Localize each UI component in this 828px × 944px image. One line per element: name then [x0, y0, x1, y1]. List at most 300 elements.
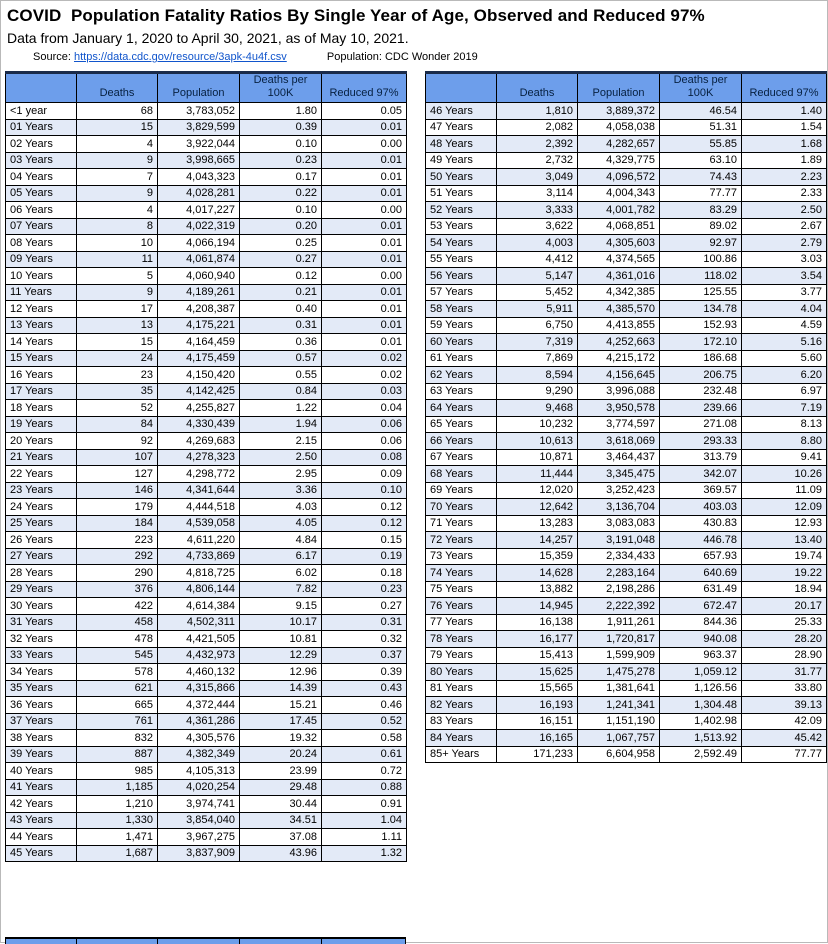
deaths-per-100k-cell: 0.10	[240, 202, 322, 219]
deaths-cell: 15,625	[497, 664, 578, 681]
reduced-97-cell: 8.13	[742, 416, 827, 433]
population-cell: 4,282,657	[578, 136, 660, 153]
population-cell: 3,996,088	[578, 383, 660, 400]
population-cell: 4,150,420	[158, 367, 240, 384]
table-row	[426, 268, 827, 285]
population-cell: 1,381,641	[578, 680, 660, 697]
population-cell: 4,156,645	[578, 367, 660, 384]
reduced-97-cell: 10.26	[742, 466, 827, 483]
reduced-97-cell: 1.68	[742, 136, 827, 153]
reduced-97-cell: 0.27	[322, 598, 407, 615]
age-cell: 51 Years	[426, 185, 497, 202]
reduced-97-cell: 0.37	[322, 647, 407, 664]
reduced-97-cell: 6.97	[742, 383, 827, 400]
age-cell: 80 Years	[426, 664, 497, 681]
deaths-cell: 16,193	[497, 697, 578, 714]
age-cell: 17 Years	[6, 383, 77, 400]
deaths-cell: 1,210	[77, 796, 158, 813]
table-row	[426, 202, 827, 219]
deaths-cell: 4	[77, 136, 158, 153]
age-cell: 56 Years	[426, 268, 497, 285]
deaths-cell: 985	[77, 763, 158, 780]
deaths-cell: 16,151	[497, 713, 578, 730]
reduced-97-cell: 2.79	[742, 235, 827, 252]
table-row	[6, 499, 407, 516]
deaths-cell: 15	[77, 334, 158, 351]
deaths-per-100k-cell: 100.86	[660, 251, 742, 268]
table-row	[6, 383, 407, 400]
deaths-cell: 11	[77, 251, 158, 268]
population-cell: 4,022,319	[158, 218, 240, 235]
table-row	[6, 367, 407, 384]
table-row	[6, 515, 407, 532]
age-cell: 61 Years	[426, 350, 497, 367]
reduced-97-cell: 1.04	[322, 812, 407, 829]
population-cell: 4,164,459	[158, 334, 240, 351]
deaths-per-100k-cell: 0.40	[240, 301, 322, 318]
table-header	[426, 73, 827, 103]
age-cell: 55 Years	[426, 251, 497, 268]
age-cell: 04 Years	[6, 169, 77, 186]
column-header: Deaths	[77, 73, 158, 103]
source-link[interactable]: https://data.cdc.gov/resource/3apk-4u4f.csv	[73, 51, 287, 63]
source-label: Source:	[33, 51, 71, 63]
column-header: Reduced 97%	[742, 73, 827, 103]
table-row	[426, 482, 827, 499]
population-cell: 2,198,286	[578, 581, 660, 598]
deaths-per-100k-cell: 1.22	[240, 400, 322, 417]
reduced-97-cell: 2.33	[742, 185, 827, 202]
deaths-per-100k-cell: 232.48	[660, 383, 742, 400]
deaths-per-100k-cell: 0.21	[240, 284, 322, 301]
deaths-cell: 2,732	[497, 152, 578, 169]
deaths-per-100k-cell: 15.21	[240, 697, 322, 714]
reduced-97-cell: 3.03	[742, 251, 827, 268]
age-cell: 13 Years	[6, 317, 77, 334]
reduced-97-cell: 0.31	[322, 614, 407, 631]
deaths-cell: 84	[77, 416, 158, 433]
population-cell: 4,539,058	[158, 515, 240, 532]
deaths-per-100k-cell: 293.33	[660, 433, 742, 450]
deaths-per-100k-cell: 17.45	[240, 713, 322, 730]
reduced-97-cell: 7.19	[742, 400, 827, 417]
table-row	[6, 334, 407, 351]
age-cell: 33 Years	[6, 647, 77, 664]
deaths-per-100k-cell: 1.80	[240, 103, 322, 120]
reduced-97-cell: 39.13	[742, 697, 827, 714]
deaths-per-100k-cell: 0.39	[240, 119, 322, 136]
population-cell: 4,096,572	[578, 169, 660, 186]
reduced-97-cell: 0.05	[322, 103, 407, 120]
reduced-97-cell: 28.20	[742, 631, 827, 648]
reduced-97-cell: 25.33	[742, 614, 827, 631]
population-cell: 4,189,261	[158, 284, 240, 301]
table-row	[426, 746, 827, 763]
deaths-per-100k-cell: 0.84	[240, 383, 322, 400]
table-row	[426, 664, 827, 681]
deaths-per-100k-cell: 206.75	[660, 367, 742, 384]
deaths-cell: 10,613	[497, 433, 578, 450]
age-cell: 67 Years	[426, 449, 497, 466]
deaths-per-100k-cell: 152.93	[660, 317, 742, 334]
population-cell: 4,066,194	[158, 235, 240, 252]
table-row	[426, 251, 827, 268]
deaths-cell: 545	[77, 647, 158, 664]
column-header: Population	[158, 73, 240, 103]
deaths-cell: 16,177	[497, 631, 578, 648]
table-row	[426, 317, 827, 334]
deaths-per-100k-cell: 23.99	[240, 763, 322, 780]
deaths-per-100k-cell: 446.78	[660, 532, 742, 549]
table-row	[6, 548, 407, 565]
population-cell: 4,278,323	[158, 449, 240, 466]
reduced-97-cell: 0.91	[322, 796, 407, 813]
population-cell: 4,175,459	[158, 350, 240, 367]
age-cell: 82 Years	[426, 697, 497, 714]
age-cell: 24 Years	[6, 499, 77, 516]
population-cell: 4,361,286	[158, 713, 240, 730]
table-body	[6, 103, 407, 862]
population-cell: 4,105,313	[158, 763, 240, 780]
population-cell: 4,298,772	[158, 466, 240, 483]
deaths-cell: 16,165	[497, 730, 578, 747]
table-row	[426, 499, 827, 516]
deaths-cell: 13,283	[497, 515, 578, 532]
population-cell: 3,783,052	[158, 103, 240, 120]
deaths-cell: 422	[77, 598, 158, 615]
age-cell: 12 Years	[6, 301, 77, 318]
table-row	[6, 796, 407, 813]
population-cell: 3,083,083	[578, 515, 660, 532]
age-cell: 31 Years	[6, 614, 77, 631]
population-cell: 1,067,757	[578, 730, 660, 747]
deaths-cell: 10	[77, 235, 158, 252]
deaths-per-100k-cell: 3.36	[240, 482, 322, 499]
age-cell: 81 Years	[426, 680, 497, 697]
deaths-per-100k-cell: 34.51	[240, 812, 322, 829]
reduced-97-cell: 0.72	[322, 763, 407, 780]
age-cell: <1 year	[6, 103, 77, 120]
deaths-cell: 3,622	[497, 218, 578, 235]
reduced-97-cell: 45.42	[742, 730, 827, 747]
age-cell: 79 Years	[426, 647, 497, 664]
reduced-97-cell: 12.93	[742, 515, 827, 532]
deaths-per-100k-cell: 172.10	[660, 334, 742, 351]
population-cell: 3,774,597	[578, 416, 660, 433]
age-cell: 14 Years	[6, 334, 77, 351]
reduced-97-cell: 31.77	[742, 664, 827, 681]
deaths-cell: 887	[77, 746, 158, 763]
reduced-97-cell: 20.17	[742, 598, 827, 615]
reduced-97-cell: 0.06	[322, 433, 407, 450]
deaths-per-100k-cell: 118.02	[660, 268, 742, 285]
population-cell: 4,001,782	[578, 202, 660, 219]
deaths-per-100k-cell: 239.66	[660, 400, 742, 417]
reduced-97-cell: 0.01	[322, 334, 407, 351]
population-cell: 4,269,683	[158, 433, 240, 450]
deaths-per-100k-cell: 1,304.48	[660, 697, 742, 714]
deaths-per-100k-cell: 2.50	[240, 449, 322, 466]
age-cell: 27 Years	[6, 548, 77, 565]
age-cell: 37 Years	[6, 713, 77, 730]
age-cell: 66 Years	[426, 433, 497, 450]
population-cell: 1,911,261	[578, 614, 660, 631]
age-cell: 60 Years	[426, 334, 497, 351]
age-cell: 38 Years	[6, 730, 77, 747]
deaths-cell: 3,049	[497, 169, 578, 186]
reduced-97-cell: 33.80	[742, 680, 827, 697]
page-subtitle: Data from January 1, 2020 to April 30, 2021, as of May 10, 2021.	[7, 30, 409, 46]
age-cell: 40 Years	[6, 763, 77, 780]
population-cell: 4,372,444	[158, 697, 240, 714]
population-cell: 3,829,599	[158, 119, 240, 136]
table-row	[426, 152, 827, 169]
population-cell: 3,191,048	[578, 532, 660, 549]
age-cell: 76 Years	[426, 598, 497, 615]
fatality-table-ages-0-45	[5, 71, 407, 862]
deaths-per-100k-cell: 51.31	[660, 119, 742, 136]
deaths-per-100k-cell: 640.69	[660, 565, 742, 582]
population-cell: 1,475,278	[578, 664, 660, 681]
age-cell: 06 Years	[6, 202, 77, 219]
deaths-cell: 24	[77, 350, 158, 367]
reduced-97-cell: 1.40	[742, 103, 827, 120]
table-row	[426, 103, 827, 120]
reduced-97-cell: 1.32	[322, 845, 407, 862]
table-row	[426, 119, 827, 136]
age-cell: 47 Years	[426, 119, 497, 136]
table-row	[426, 284, 827, 301]
age-cell: 08 Years	[6, 235, 77, 252]
deaths-per-100k-cell: 631.49	[660, 581, 742, 598]
age-cell: 09 Years	[6, 251, 77, 268]
deaths-cell: 5	[77, 268, 158, 285]
deaths-cell: 1,471	[77, 829, 158, 846]
age-cell: 49 Years	[426, 152, 497, 169]
deaths-cell: 3,114	[497, 185, 578, 202]
deaths-per-100k-cell: 37.08	[240, 829, 322, 846]
population-cell: 3,854,040	[158, 812, 240, 829]
deaths-per-100k-cell: 125.55	[660, 284, 742, 301]
column-header: Deaths per 100K	[240, 73, 322, 103]
age-cell: 20 Years	[6, 433, 77, 450]
reduced-97-cell: 0.58	[322, 730, 407, 747]
table-row	[6, 598, 407, 615]
table-row	[426, 235, 827, 252]
table-row	[6, 301, 407, 318]
deaths-cell: 16,138	[497, 614, 578, 631]
reduced-97-cell: 2.23	[742, 169, 827, 186]
population-cell: 2,222,392	[578, 598, 660, 615]
table-row	[6, 400, 407, 417]
table-row	[6, 251, 407, 268]
column-header: Deaths per 100K	[660, 73, 742, 103]
deaths-cell: 14,628	[497, 565, 578, 582]
reduced-97-cell: 28.90	[742, 647, 827, 664]
age-cell: 26 Years	[6, 532, 77, 549]
age-cell: 36 Years	[6, 697, 77, 714]
age-cell: 35 Years	[6, 680, 77, 697]
reduced-97-cell: 0.61	[322, 746, 407, 763]
age-cell: 69 Years	[426, 482, 497, 499]
reduced-97-cell: 0.01	[322, 317, 407, 334]
reduced-97-cell: 0.12	[322, 515, 407, 532]
deaths-cell: 12,642	[497, 499, 578, 516]
population-cell: 4,818,725	[158, 565, 240, 582]
deaths-per-100k-cell: 2.15	[240, 433, 322, 450]
table-row	[6, 416, 407, 433]
table-row	[426, 433, 827, 450]
reduced-97-cell: 11.09	[742, 482, 827, 499]
age-cell: 50 Years	[426, 169, 497, 186]
reduced-97-cell: 3.77	[742, 284, 827, 301]
column-header: Population	[578, 73, 660, 103]
deaths-per-100k-cell: 0.10	[240, 136, 322, 153]
population-cell: 4,460,132	[158, 664, 240, 681]
age-cell: 64 Years	[426, 400, 497, 417]
column-header: Reduced 97%	[322, 73, 407, 103]
deaths-per-100k-cell: 0.36	[240, 334, 322, 351]
deaths-per-100k-cell: 4.84	[240, 532, 322, 549]
page-title: COVID Population Fatality Ratios By Single Year of Age, Observed and Reduced 97%	[7, 6, 705, 25]
deaths-per-100k-cell: 4.03	[240, 499, 322, 516]
age-cell: 15 Years	[6, 350, 77, 367]
reduced-97-cell: 1.54	[742, 119, 827, 136]
age-cell: 42 Years	[6, 796, 77, 813]
deaths-per-100k-cell: 403.03	[660, 499, 742, 516]
age-cell: 29 Years	[6, 581, 77, 598]
deaths-cell: 621	[77, 680, 158, 697]
table-row	[6, 169, 407, 186]
deaths-per-100k-cell: 74.43	[660, 169, 742, 186]
reduced-97-cell: 0.01	[322, 119, 407, 136]
deaths-cell: 292	[77, 548, 158, 565]
reduced-97-cell: 3.54	[742, 268, 827, 285]
reduced-97-cell: 0.32	[322, 631, 407, 648]
reduced-97-cell: 0.08	[322, 449, 407, 466]
deaths-per-100k-cell: 0.25	[240, 235, 322, 252]
population-cell: 3,922,044	[158, 136, 240, 153]
age-cell: 41 Years	[6, 779, 77, 796]
deaths-cell: 15	[77, 119, 158, 136]
deaths-cell: 6,750	[497, 317, 578, 334]
deaths-cell: 17	[77, 301, 158, 318]
table-body	[426, 103, 827, 763]
deaths-per-100k-cell: 46.54	[660, 103, 742, 120]
table-row	[6, 713, 407, 730]
column-header	[6, 73, 77, 103]
deaths-per-100k-cell: 1,126.56	[660, 680, 742, 697]
deaths-per-100k-cell: 0.17	[240, 169, 322, 186]
table-row	[426, 350, 827, 367]
age-cell: 84 Years	[426, 730, 497, 747]
column-header: Deaths	[497, 73, 578, 103]
reduced-97-cell: 0.39	[322, 664, 407, 681]
reduced-97-cell: 6.20	[742, 367, 827, 384]
population-cell: 3,618,069	[578, 433, 660, 450]
deaths-per-100k-cell: 10.81	[240, 631, 322, 648]
table-row	[426, 301, 827, 318]
deaths-per-100k-cell: 77.77	[660, 185, 742, 202]
reduced-97-cell: 0.01	[322, 152, 407, 169]
table-row	[6, 647, 407, 664]
population-cell: 4,330,439	[158, 416, 240, 433]
deaths-cell: 146	[77, 482, 158, 499]
population-cell: 2,334,433	[578, 548, 660, 565]
deaths-per-100k-cell: 10.17	[240, 614, 322, 631]
deaths-per-100k-cell: 0.27	[240, 251, 322, 268]
population-cell: 4,255,827	[158, 400, 240, 417]
reduced-97-cell: 5.16	[742, 334, 827, 351]
age-cell: 63 Years	[426, 383, 497, 400]
reduced-97-cell: 2.50	[742, 202, 827, 219]
deaths-cell: 179	[77, 499, 158, 516]
reduced-97-cell: 0.01	[322, 169, 407, 186]
age-cell: 30 Years	[6, 598, 77, 615]
age-cell: 65 Years	[426, 416, 497, 433]
deaths-cell: 9,468	[497, 400, 578, 417]
deaths-cell: 171,233	[497, 746, 578, 763]
table-row	[6, 829, 407, 846]
age-cell: 45 Years	[6, 845, 77, 862]
deaths-cell: 10,232	[497, 416, 578, 433]
deaths-cell: 10,871	[497, 449, 578, 466]
deaths-cell: 127	[77, 466, 158, 483]
table-row	[6, 845, 407, 862]
deaths-cell: 8,594	[497, 367, 578, 384]
deaths-per-100k-cell: 12.29	[240, 647, 322, 664]
table-row	[426, 367, 827, 384]
deaths-per-100k-cell: 0.20	[240, 218, 322, 235]
population-cell: 3,974,741	[158, 796, 240, 813]
deaths-cell: 13,882	[497, 581, 578, 598]
population-cell: 4,361,016	[578, 268, 660, 285]
table-row	[426, 185, 827, 202]
table-row	[426, 565, 827, 582]
population-cell: 4,252,663	[578, 334, 660, 351]
population-cell: 4,061,874	[158, 251, 240, 268]
population-cell: 4,058,038	[578, 119, 660, 136]
age-cell: 70 Years	[426, 499, 497, 516]
population-cell: 4,614,384	[158, 598, 240, 615]
table-row	[426, 631, 827, 648]
deaths-cell: 4,412	[497, 251, 578, 268]
table-row	[426, 713, 827, 730]
deaths-per-100k-cell: 342.07	[660, 466, 742, 483]
population-note: Population: CDC Wonder 2019	[326, 51, 478, 63]
age-cell: 23 Years	[6, 482, 77, 499]
deaths-cell: 761	[77, 713, 158, 730]
table-row	[6, 185, 407, 202]
table-row	[6, 614, 407, 631]
column-header	[426, 73, 497, 103]
deaths-cell: 223	[77, 532, 158, 549]
reduced-97-cell: 0.43	[322, 680, 407, 697]
population-cell: 1,599,909	[578, 647, 660, 664]
deaths-per-100k-cell: 186.68	[660, 350, 742, 367]
reduced-97-cell: 19.74	[742, 548, 827, 565]
table-row	[426, 548, 827, 565]
table-row	[426, 400, 827, 417]
reduced-97-cell: 0.01	[322, 218, 407, 235]
population-cell: 4,020,254	[158, 779, 240, 796]
age-cell: 85+ Years	[426, 746, 497, 763]
population-cell: 3,837,909	[158, 845, 240, 862]
fatality-table-ages-46-85plus	[425, 71, 827, 763]
table-row	[6, 697, 407, 714]
population-cell: 4,028,281	[158, 185, 240, 202]
age-cell: 05 Years	[6, 185, 77, 202]
